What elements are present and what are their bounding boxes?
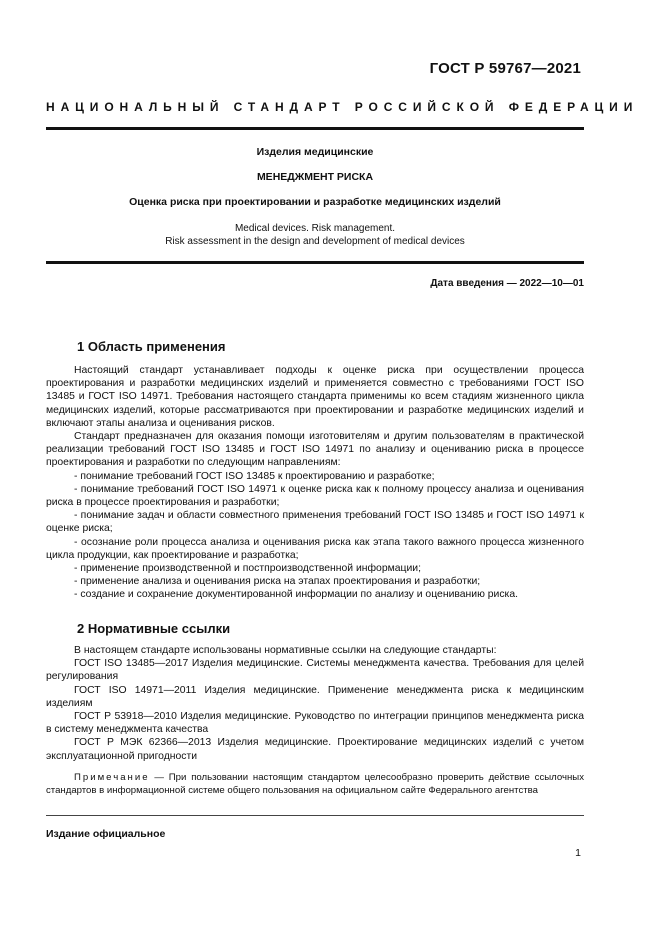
note-text: — При пользовании настоящим стандартом целесообразно проверить действие ссылочных стандартов в информационной системе общего пользования на официальном сайте Федерального агентства <box>46 772 584 796</box>
title-line-3: Оценка риска при проектировании и разработке медицинских изделий <box>129 196 501 208</box>
section-1-body <box>46 364 584 602</box>
document-code: ГОСТ Р 59767—2021 <box>429 60 581 77</box>
list-item: - понимание задач и области совместного применения требований ГОСТ ISO 13485 и ГОСТ ISO 14971 к оценке риска; <box>46 510 584 535</box>
list-item: - понимание требований ГОСТ ISO 14971 к оценке риска как к полному процессу анализа и оценивания риска в процессе проектирования и разработки; <box>46 483 584 509</box>
note-label: Примечание <box>74 772 150 783</box>
paragraph: В настоящем стандарте использованы нормативные ссылки на следующие стандарты: <box>74 645 497 656</box>
title-line-1: Изделия медицинские <box>256 146 374 158</box>
title-line-2: МЕНЕДЖМЕНТ РИСКА <box>256 171 374 183</box>
paragraph: Настоящий стандарт устанавливает подходы к оценке риска при осуществлении процесса проектирования и разработки медицинских изделий и применяется совместно с требованиями ГОСТ ISO 13485 и ГОСТ ISO 14971. Требования настоящего стандарта применимы ко всем стадиям жизненного цикла медицинских изделий, которые рассматриваются при проектировании и разработке медицинских изделий и включают этапы анализа и оценивания рисков. <box>46 365 584 429</box>
introduction-date: Дата введения — 2022—10—01 <box>430 278 584 289</box>
section-2-body <box>46 644 584 763</box>
reference-item: ГОСТ Р 53918—2010 Изделия медицинские. Руководство по интеграции принципов менеджмента риска в систему менеджмента качества <box>46 711 584 736</box>
list-item: - применение анализа и оценивания риска на этапах проектирования и разработки; <box>74 576 481 588</box>
page-number: 1 <box>575 847 581 859</box>
reference-item: ГОСТ Р МЭК 62366—2013 Изделия медицинские. Проектирование медицинских изделий с учетом эксплуатационной пригодности <box>46 737 584 762</box>
english-title-line-2: Risk assessment in the design and development of medical devices <box>165 236 465 247</box>
list-item: - осознание роли процесса анализа и оценивания риска как этапа такого важного процесса жизненного цикла продукции, как проектирование и разработка; <box>46 536 584 561</box>
official-edition-label: Издание официальное <box>46 828 166 840</box>
section-2-heading: 2 Нормативные ссылки <box>77 621 231 636</box>
top-rule <box>46 127 584 130</box>
paragraph: Стандарт предназначен для оказания помощи изготовителям и другим пользователям в практической реализации требований ГОСТ ISO 13485 и ГОСТ ISO 14971 по анализу и оцениванию риска в процессе проектирования и разработки по следующим направлениям: <box>46 431 584 469</box>
note <box>46 772 584 797</box>
section-1-heading: 1 Область применения <box>77 339 226 354</box>
english-title <box>46 222 584 248</box>
reference-item: ГОСТ ISO 14971—2011 Изделия медицинские. Применение менеджмента риска к медицинским изделиям <box>46 684 584 709</box>
national-standard-banner: НАЦИОНАЛЬНЫЙ СТАНДАРТ РОССИЙСКОЙ ФЕДЕРАЦИИ <box>46 100 639 114</box>
reference-item: ГОСТ ISO 13485—2017 Изделия медицинские. Системы менеджмента качества. Требования для целей регулирования <box>46 658 584 683</box>
list-item: - применение производственной и постпроизводственной информации; <box>74 563 421 575</box>
list-item: - создание и сохранение документированной информации по анализу и оцениванию риска. <box>74 589 518 601</box>
english-title-line-1: Medical devices. Risk management. <box>234 223 396 234</box>
bottom-rule <box>46 261 584 264</box>
list-item: - понимание требований ГОСТ ISO 13485 к проектированию и разработке; <box>74 470 435 482</box>
footer-rule <box>46 815 584 816</box>
